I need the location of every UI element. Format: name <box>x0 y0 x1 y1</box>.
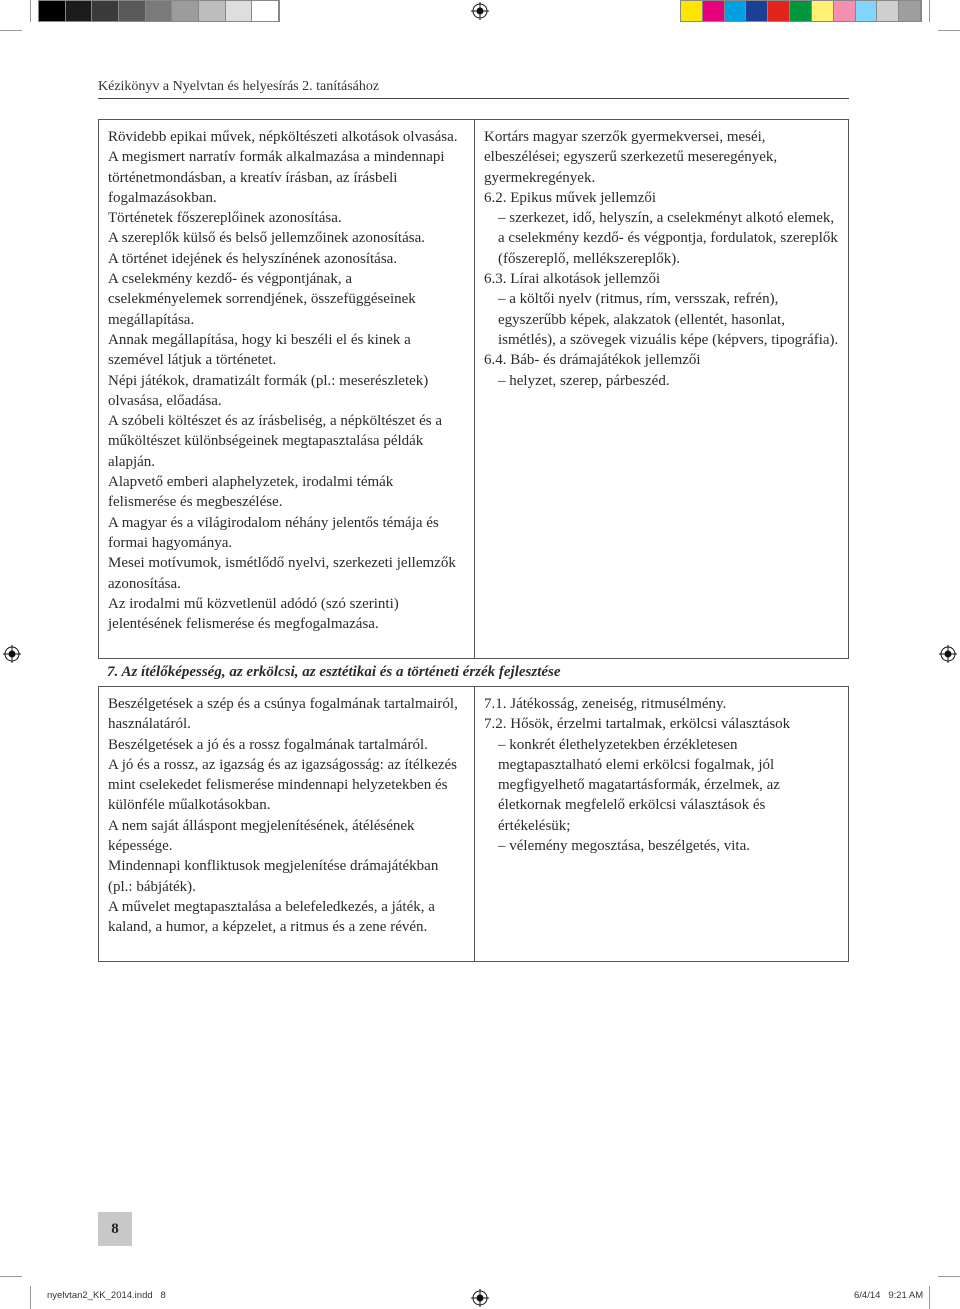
calibration-swatch <box>746 1 768 21</box>
color-calibration-bar <box>680 0 922 22</box>
table-paragraph: Annak megállapítása, hogy ki beszéli el és kinek a szemével látjuk a történetet. <box>108 331 411 369</box>
activities-column <box>108 127 464 634</box>
table-paragraph: A történet idejének és helyszínének azonosítása. <box>108 250 398 267</box>
calibration-swatch <box>899 1 921 21</box>
crop-mark <box>938 30 960 31</box>
content-column <box>484 127 840 391</box>
calibration-swatch <box>252 1 279 21</box>
table-paragraph: A szóbeli költészet és az írásbeliség, a népköltészet és a műköltészet különbségeinek megtapasztalása példák alapján. <box>108 413 443 470</box>
table-paragraph: Mesei motívumok, ismétlődő nyelvi, szerkezeti jellemzők azonosítása. <box>108 555 456 592</box>
calibration-swatch <box>226 1 253 21</box>
table-paragraph: A jó és a rossz, az igazság és az igazságosság: az ítélkezés mint cselekedet felismerése mindennapi helyzetekben és különféle műalkotásokban. <box>108 756 458 814</box>
registration-mark-icon <box>471 2 489 20</box>
table-paragraph: Kortárs magyar szerzők gyermekversei, meséi, elbeszélései; egyszerű szerkezetű meseregények, gyermekregények. <box>484 129 778 186</box>
calibration-swatch <box>92 1 119 21</box>
table-paragraph: Mindennapi konfliktusok megjelenítése drámajátékban (pl.: bábjáték). <box>108 858 439 895</box>
calibration-swatch <box>834 1 856 21</box>
calibration-swatch <box>768 1 790 21</box>
table-paragraph: Rövidebb epikai művek, népköltészeti alkotások olvasása. <box>108 129 458 145</box>
registration-mark-icon <box>3 645 21 663</box>
table-paragraph: – a költői nyelv (ritmus, rím, versszak, refrén), egyszerűbb képek, alakzatok (ellentét, hasonlat, ismétlés), a szövegek vizuális képe (képvers, tipográfia). <box>498 291 839 348</box>
crop-mark <box>0 30 22 31</box>
table-paragraph: – szerkezet, idő, helyszín, a cselekményt alkotó elemek, a cselekmény kezdő- és végpontja, fordulatok, szereplők (főszereplő, mellékszereplők). <box>498 210 838 267</box>
table-paragraph: Alapvető emberi alaphelyzetek, irodalmi témák felismerése és megbeszélése. <box>108 474 394 511</box>
activities-column <box>108 694 464 938</box>
gray-calibration-bar <box>38 0 280 22</box>
table-paragraph: Népi játékok, dramatizált formák (pl.: meserészletek) olvasása, előadása. <box>108 372 429 409</box>
table-paragraph: Történetek főszereplőinek azonosítása. <box>108 210 342 227</box>
crop-mark <box>0 1276 22 1277</box>
calibration-swatch <box>856 1 878 21</box>
calibration-swatch <box>703 1 725 21</box>
table-paragraph: Beszélgetések a szép és a csúnya fogalmának tartalmairól, használatáról. <box>108 696 458 733</box>
crop-mark <box>929 1286 930 1309</box>
column-divider <box>474 687 475 961</box>
calibration-swatch <box>199 1 226 21</box>
section-title: 7. Az ítélőképesség, az erkölcsi, az esztétikai és a történeti érzék fejlesztése <box>107 664 561 680</box>
curriculum-table-2 <box>98 686 849 962</box>
table-paragraph: – helyzet, szerep, párbeszéd. <box>498 372 670 389</box>
column-divider <box>474 120 475 658</box>
header-rule <box>98 98 849 99</box>
calibration-swatch <box>119 1 146 21</box>
content-column <box>484 694 840 856</box>
crop-mark <box>30 1286 31 1309</box>
calibration-swatch <box>812 1 834 21</box>
table-paragraph: A szereplők külső és belső jellemzőinek azonosítása. <box>108 230 425 247</box>
calibration-swatch <box>877 1 899 21</box>
table-paragraph: A magyar és a világirodalom néhány jelentős témája és formai hagyománya. <box>108 514 439 551</box>
calibration-swatch <box>725 1 747 21</box>
slug-timestamp: 6/4/14 9:21 AM <box>854 1290 924 1301</box>
slug-filename: nyelvtan2_KK_2014.indd 8 <box>47 1290 166 1301</box>
calibration-swatch <box>39 1 66 21</box>
table-paragraph: 6.4. Báb- és drámajátékok jellemzői <box>484 352 701 369</box>
table-paragraph: 6.2. Epikus művek jellemzői <box>484 189 657 206</box>
table-paragraph: – konkrét élethelyzetekben érzékletesen megtapasztalható elemi erkölcsi fogalmak, jól megfigyelhető magatartásformák, érzelmek, az életkornak megfelelő erkölcsi választások és értékelésük; <box>498 736 780 834</box>
calibration-swatch <box>172 1 199 21</box>
calibration-swatch <box>790 1 812 21</box>
table-paragraph: A nem saját álláspont megjelenítésének, átélésének képessége. <box>108 817 415 855</box>
table-paragraph: A megismert narratív formák alkalmazása a mindennapi történetmondásban, a kreatív írásban, az írásbeli fogalmazásokban. <box>108 149 445 206</box>
page-number: 8 <box>98 1212 132 1246</box>
crop-mark <box>929 0 930 22</box>
table-paragraph: 7.1. Játékosság, zeneiség, ritmusélmény. <box>484 696 727 712</box>
table-paragraph: – vélemény megosztása, beszélgetés, vita. <box>498 838 750 855</box>
registration-mark-icon <box>471 1289 489 1307</box>
table-paragraph: Az irodalmi mű közvetlenül adódó (szó szerinti) jelentésének felismerése és megfogalmazása. <box>108 595 399 633</box>
calibration-swatch <box>146 1 173 21</box>
curriculum-table-1 <box>98 119 849 659</box>
table-paragraph: A művelet megtapasztalása a belefeledkezés, a játék, a kaland, a humor, a képzelet, a ritmus és a zene révén. <box>108 898 435 936</box>
table-paragraph: Beszélgetések a jó és a rossz fogalmának tartalmáról. <box>108 736 428 753</box>
registration-mark-icon <box>939 645 957 663</box>
running-header: Kézikönyv a Nyelvtan és helyesírás 2. tanításához <box>98 79 380 94</box>
table-paragraph: 6.3. Lírai alkotások jellemzői <box>484 271 661 288</box>
crop-mark <box>30 0 31 22</box>
table-paragraph: A cselekmény kezdő- és végpontjának, a cselekményelemek sorrendjének, összefüggéseinek megállapítása. <box>108 271 416 328</box>
calibration-swatch <box>66 1 93 21</box>
table-paragraph: 7.2. Hősök, érzelmi tartalmak, erkölcsi választások <box>484 716 791 733</box>
calibration-swatch <box>681 1 703 21</box>
crop-mark <box>938 1276 960 1277</box>
